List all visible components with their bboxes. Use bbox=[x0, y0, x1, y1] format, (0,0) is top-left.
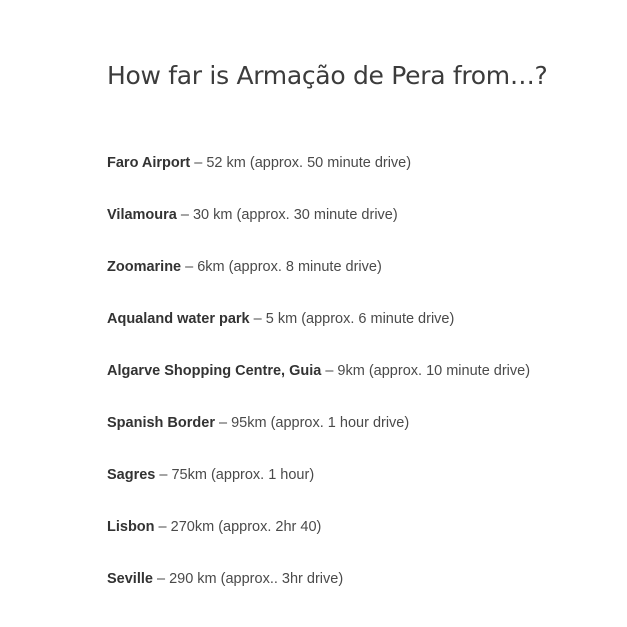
place-name: Faro Airport bbox=[107, 155, 191, 171]
distance-detail: – 75km (approx. 1 hour) bbox=[155, 467, 315, 483]
place-name: Algarve Shopping Centre, Guia bbox=[107, 363, 322, 379]
place-name: Sagres bbox=[107, 467, 156, 483]
page-title: How far is Armação de Pera from…? bbox=[107, 61, 548, 90]
place-name: Aqualand water park bbox=[107, 311, 250, 327]
distance-detail: – 290 km (approx.. 3hr drive) bbox=[152, 571, 344, 587]
list-item bbox=[107, 465, 617, 517]
distance-detail: – 6km (approx. 8 minute drive) bbox=[181, 259, 382, 275]
list-item bbox=[107, 205, 617, 257]
list-item bbox=[107, 309, 617, 361]
list-item bbox=[107, 517, 617, 569]
list-item bbox=[107, 413, 617, 465]
place-name: Seville bbox=[107, 571, 153, 587]
place-name: Lisbon bbox=[107, 519, 155, 535]
place-name: Spanish Border bbox=[107, 415, 215, 431]
distance-detail: – 52 km (approx. 50 minute drive) bbox=[190, 155, 412, 171]
content-area bbox=[107, 56, 607, 587]
distance-detail: – 95km (approx. 1 hour drive) bbox=[214, 415, 410, 431]
list-item bbox=[107, 569, 617, 621]
distance-list bbox=[107, 153, 617, 621]
distance-detail: – 270km (approx. 2hr 40) bbox=[154, 519, 322, 535]
distance-detail: – 5 km (approx. 6 minute drive) bbox=[249, 311, 455, 327]
list-item bbox=[107, 153, 617, 205]
distance-detail: – 9km (approx. 10 minute drive) bbox=[321, 363, 531, 379]
place-name: Vilamoura bbox=[107, 207, 177, 223]
distance-detail: – 30 km (approx. 30 minute drive) bbox=[176, 207, 398, 223]
place-name: Zoomarine bbox=[107, 259, 182, 275]
list-item bbox=[107, 257, 617, 309]
list-item bbox=[107, 361, 617, 413]
